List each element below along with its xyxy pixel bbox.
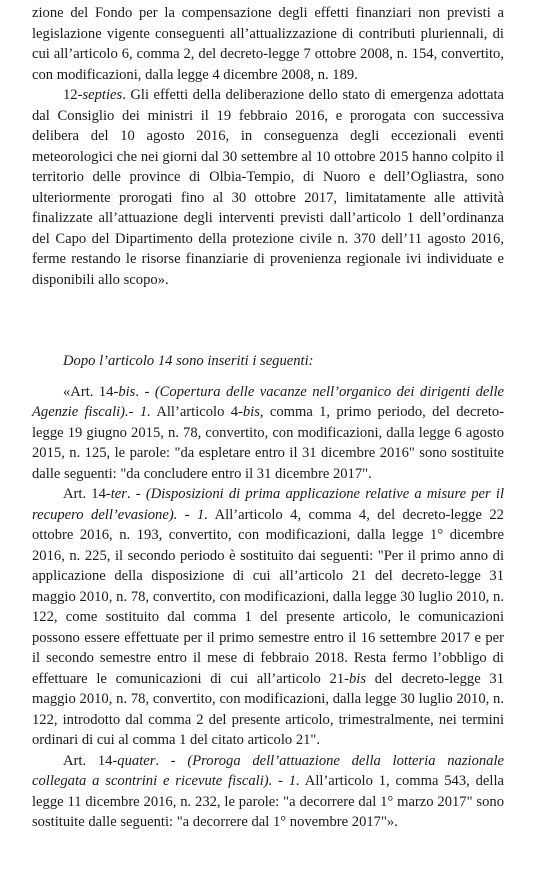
paragraph-art-14-bis: [32, 382, 504, 485]
italic-run: bis: [349, 670, 367, 687]
italic-run: septies: [82, 87, 123, 103]
text-run: 12-: [63, 87, 83, 103]
paragraph-art-14-ter: [32, 484, 504, 751]
italic-run: (Copertura delle vacanze nell’organico dei dirigenti delle Agenzie fiscali).- 1.: [32, 383, 504, 420]
italic-run: bis: [242, 404, 260, 420]
italic-run: bis: [118, 383, 136, 400]
text-run: zione del Fondo per la compensazione degli effetti finanziari non previsti a legislazione vigente conseguenti all’attualizzazione di contributi pluriennali, di cui all’articolo 6, comma 2, del decreto-legge 7 ottobre 2008, n. 154, convertito, con modificazioni, dalla legge 4 dicembre 2008, n. 189.: [32, 5, 504, 83]
italic-run: (Disposizioni di prima applicazione relative a misure per il recupero dell’evasione). - 1.: [32, 486, 504, 523]
text-run: Art. 14-: [63, 752, 118, 769]
text-run: . Gli effetti della deliberazione dello stato di emergenza adottata dal Consiglio dei ministri il 19 febbraio 2016, e prorogata con successiva delibera del 10 agosto 2016, in conseguenza degli eccezionali eventi meteorologici che nei giorni dal 30 settembre al 10 ottobre 2015 hanno colpito il territorio delle province di Olbia-Tempio, di Nuoro e dell’Ogliastra, sono ulteriormente prorogati fino al 30 ottobre 2017, limitatamente alle attività finalizzate all’attuazione degli interventi previsti dall’articolo 1 dell’ordinanza del Capo del Dipartimento della protezione civile n. 370 dell’11 agosto 2016, ferme restando le risorse finanziarie di provenienza regionale ivi individuate e disponibili allo scopo».: [32, 87, 504, 288]
text-run: , comma 1, primo periodo, del decreto-legge 19 giugno 2015, n. 78, convertito, con modificazioni, dalla legge 6 agosto 2015, n. 125, le parole: "da espletare entro il 31 dicembre 2016" sono sostituite dalle seguenti: "da concludere entro il 31 dicembre 2017".: [32, 404, 505, 482]
paragraph-12-septies: [32, 85, 504, 290]
text-run: All’articolo 1, comma 543, della legge 11 dicembre 2016, n. 232, le parole: "a decorrere dal 1° marzo 2017" sono sostituite dalle seguenti: "a decorrere dal 1° novembre 2017"».: [32, 773, 504, 830]
paragraph-fund-continuation: [32, 3, 504, 85]
text-run: All’articolo 4, comma 4, del decreto-legge 22 ottobre 2016, n. 193, convertito, con modificazioni, dalla legge 1° dicembre 2016, n. 225, il secondo periodo è sostituito dai seguenti: "Per il primo anno di applicazione della disposizione di cui all’articolo 21 del decreto-legge 31 maggio 2010, n. 78, convertito, con modificazioni, dalla legge 30 luglio 2010, n. 122, come sostituito dal comma 1 del presente articolo, le comunicazioni possono essere effettuate per il primo semestre entro il 16 settembre 2017 e per il secondo semestre entro il mese di febbraio 2018. Resta fermo l’obbligo di effettuare le comunicazioni di cui all’articolo 21-: [32, 506, 504, 687]
text-run: All’articolo 4-: [150, 404, 243, 420]
document-page: [32, 3, 504, 833]
italic-run: Dopo l’articolo 14 sono inseriti i seguenti:: [63, 353, 314, 369]
italic-run: (Proroga dell’attuazione della lotteria nazionale collegata a scontrini e ricevute fiscali). - 1.: [32, 752, 504, 789]
paragraph-art-14-quater: [32, 751, 504, 833]
paragraph-insertion-intro: [32, 351, 504, 372]
text-run: . -: [155, 752, 188, 769]
text-run: del decreto-legge 31 maggio 2010, n. 78, convertito, con modificazioni, dalla legge 30 luglio 2010, n. 122, introdotto dal comma 2 del presente articolo, trimestralmente, nei termini ordinari di cui al comma 1 del citato articolo 21".: [32, 670, 504, 748]
text-run: «Art. 14-: [63, 383, 119, 400]
italic-run: quater: [117, 752, 156, 769]
text-run: . -: [135, 383, 155, 400]
text-run: Art. 14-: [63, 486, 111, 502]
italic-run: ter: [110, 486, 127, 502]
text-run: . -: [126, 486, 146, 502]
